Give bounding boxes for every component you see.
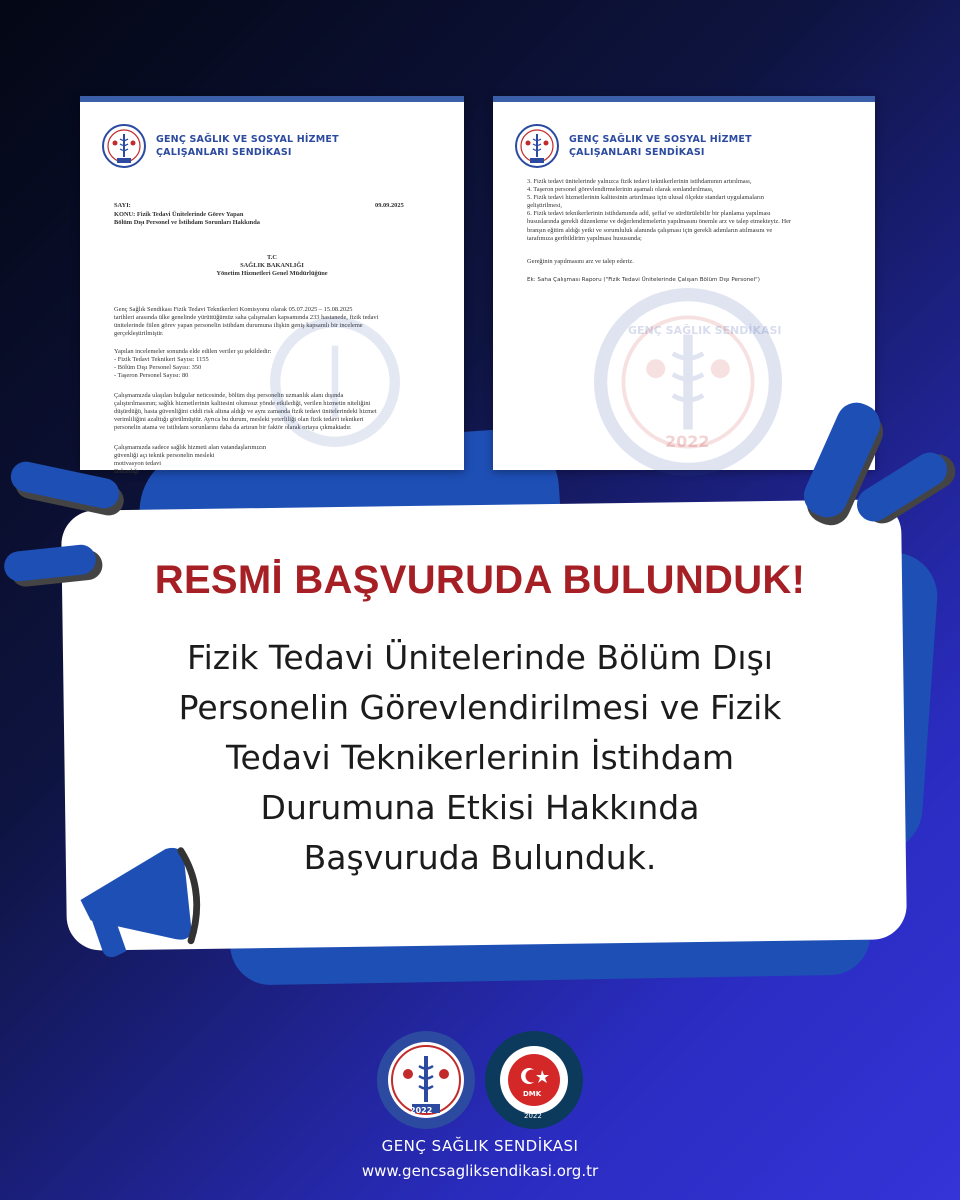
org-name-line-2: ÇALIŞANLARI SENDİKASI <box>569 147 705 158</box>
announcement-body: Fizik Tedavi Ünitelerinde Bölüm Dışı Personelin Görevlendirilmesi ve Fizik Tedavi Teknikerlerinin İstihdam Durumuna Etkisi Hakkında Başvuruda Bulunduk. <box>178 638 782 877</box>
logo-right-year: 2022 <box>524 1112 542 1120</box>
letter-recipient: T.C SAĞLIK BAKANLIĞI Yönetim Hizmetleri Genel Müdürlüğüne <box>216 254 328 278</box>
letter-closing: Gereğinin yapılmasını arz ve talep ederiz. <box>527 258 634 265</box>
org-name-line-1: GENÇ SAĞLIK VE SOSYAL HİZMET <box>156 134 339 145</box>
headline: RESMİ BAŞVURUDA BULUNDUK! <box>154 558 806 602</box>
org-name-line-2: ÇALIŞANLARI SENDİKASI <box>156 147 292 158</box>
letter-attachment: Ek: Saha Çalışması Raporu ("Fizik Tedavi Ünitelerinde Çalışan Bölüm Dışı Personel") <box>527 277 760 283</box>
footer-union-name: GENÇ SAĞLIK SENDİKASI <box>381 1137 579 1155</box>
letter-header-page-2 <box>515 124 752 168</box>
watermark-year: 2022 <box>665 432 710 451</box>
letter-date: 09.09.2025 <box>375 202 404 209</box>
letter-paragraph-2: Yapılan incelemeler sonunda elde edilen veriler şu şekildedir: - Fizik Tedavi Teknikeri Sayısı: 1155 - Bölüm Dışı Personel Sayısı: 350 - Taşeron Personel Sayısı: 80 <box>114 348 272 380</box>
footer-website-link[interactable]: www.gencsagliksendikasi.org.tr <box>361 1162 599 1180</box>
letter-paragraph-3: Çalışmamızda ulaşılan bulgular neticesinde, bölüm dışı personelin uzmanlık alanı çalıştırılmasının; sağlık hizmetlerinin kalitesini olumsuz yönde etkilediği, verilen niteliğini düşürdüğü, hasta güvenliğini ciddi risk altına aldığı ve aynı zamanda fizik tedavi ünitelerindeki hizmet verimliliğini azalttığı görülmüştür. Ayrıca bu durum, mesleki yeterliliği olan fizik tedavi teknikeri personelin atama ve istihdam sorunlarını daha da artıran bir faktör olarak ortaya çıkmaktadır. <box>114 392 377 432</box>
union-logo-icon <box>102 124 146 168</box>
letter-sayi: SAYI: <box>114 202 131 209</box>
watermark-text: GENÇ SAĞLIK SENDİKASI <box>628 324 782 337</box>
logo-left-year: 2022 <box>410 1106 433 1115</box>
official-letter-page-2 <box>493 96 875 470</box>
letter-paragraph-1: Genç Sağlık Sendikası Fizik Tedavi Teknikerleri Komisyonu olarak 05.07.2025 – 15.08.2025 tarihleri arasında ülke genelinde yürüttüğümüz saha çalışmaları kapsamında 233 hastanede, fizik tedavi ünitelerinde fiilen görev yapan personelin istihdam durumuna ilişkin geniş kapsamlı bir inceleme gerçekleştirilmiştir. <box>114 306 379 338</box>
letter-requests-list: 3. Fizik tedavi ünitelerinde yalnızca fizik tedavi teknikerlerinin istihdamının artırılması, 4. Taşeron personel görevlendirmelerinin aşamalı olarak sonlandırılması, 5. Fizik tedavi hizmetlerinin kalitesinin artırılması için ulusal ölçekte standart uygulamaların geliştirilmesi, 6. Fizik tedavi teknikerlerinin istihdamında adil, şeffaf ve sürdürülebilir bir planlama yapılması hususlarında gerekli düzenleme ve değerlendirmelerin yapılmasını önemle arz ve talep etmekteyiz. Her branşın eğitim aldığı yetki ve sorumluluk alanında çalışması için gerekli adımların atılmasını ve tarafımıza geribildirim yapılması hususunda; <box>527 178 792 242</box>
genc-saglik-sendikasi-logo-icon <box>376 1030 476 1130</box>
megaphone-icon <box>55 830 225 970</box>
union-logo-icon <box>515 124 559 168</box>
logo-right-abbr: DMK <box>523 1090 542 1098</box>
letter-subject: KONU: Fizik Tedavi Ünitelerinde Görev Yapan Bölüm Dışı Personel ve İstihdam Sorunları Hakkında <box>114 211 260 227</box>
letter-paragraph-4: Çalışmamızda sadece sağlık hizmeti alan vatandaşlarımızın güvenliği açı teknik personelin mesleki motivasyon tedavi Bakanlığı <box>114 444 267 476</box>
watermark-logo-icon <box>270 317 400 447</box>
letter-header <box>102 124 339 168</box>
org-name-line-1: GENÇ SAĞLIK VE SOSYAL HİZMET <box>569 134 752 145</box>
official-letter-page-1 <box>80 96 464 476</box>
